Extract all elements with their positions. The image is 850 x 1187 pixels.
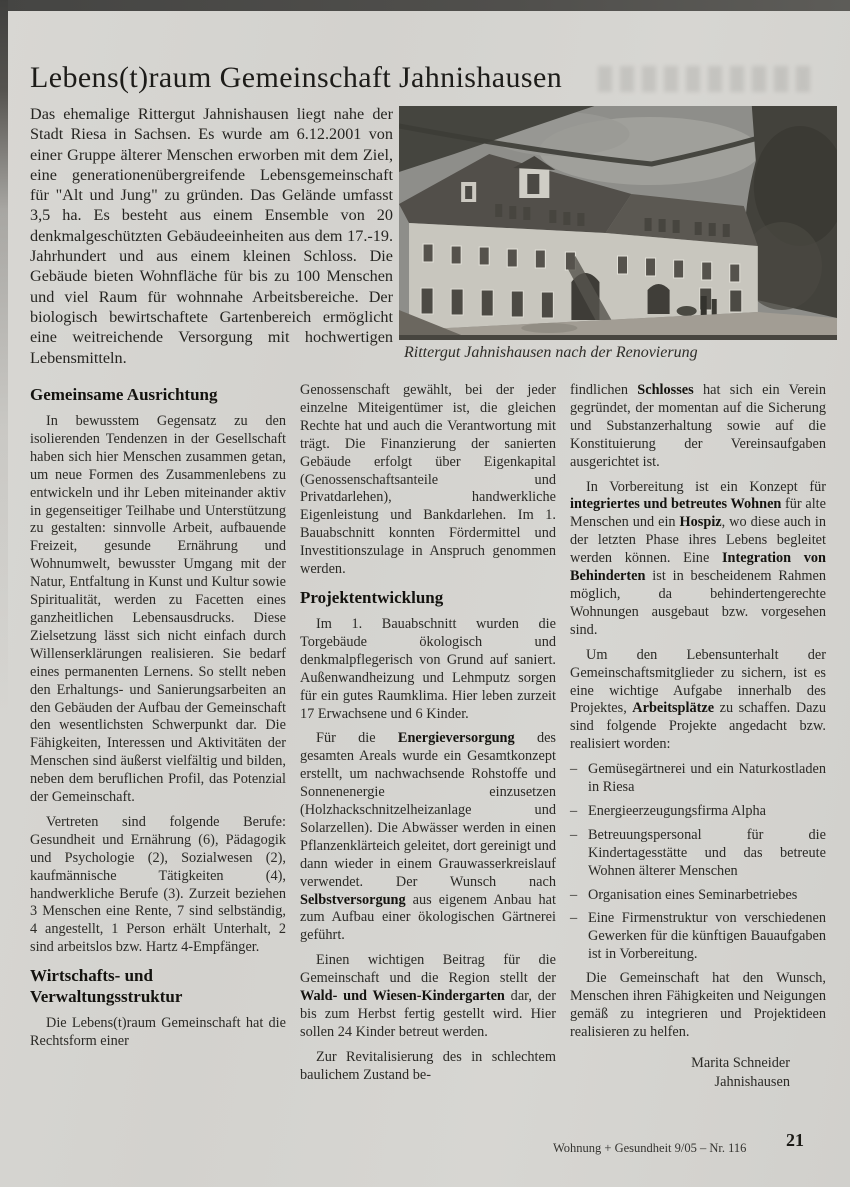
list-item-text: Organisation eines Seminarbetriebes [588, 886, 798, 903]
author-signature [570, 1054, 826, 1092]
photo-caption: Rittergut Jahnishausen nach der Renovierung [404, 344, 698, 361]
list-item [570, 887, 826, 905]
bullet-dash: – [570, 826, 578, 843]
column-1 [30, 382, 286, 1092]
paragraph: Genossenschaft gewählt, bei der jeder einzelne Miteigentümer ist, die gleichen Rechte hat und auch die Verantwortung mit trägt. Die Finanzierung der sanierten Gebäude erfolgt über Eigenkapital (Genossenschaftsanteile und Privatdarlehen), handwerkliche Eigenleistung und Bankdarlehen. Im 1. Bauabschnitt konnten Fördermittel und Investitionszulage in Anspruch genommen werden. [300, 382, 556, 578]
section-heading-projektentwicklung: Projektentwicklung [300, 587, 444, 607]
paragraph: Vertreten sind folgende Berufe: Gesundheit und Ernährung (6), Pädagogik und Psychologie (2), Sozialwesen (2), kaufmännische Tätigkeiten (4), handwerkliche Berufe (3). Zurzeit beziehen 3 Menschen eine Rente, 7 sind selbständig, 4 angestellt, 1 Person erhält Unterhalt, 2 sind arbeitslos bzw. Hartz 4-Empfänger. [30, 813, 286, 956]
bullet-dash: – [570, 910, 578, 927]
section-heading-gemeinsame-ausrichtung: Gemeinsame Ausrichtung [30, 385, 218, 404]
paragraph: In Vorbereitung ist ein Konzept für integriertes und betreutes Wohnen für alte Menschen und ein Hospiz, wo diese auch in der letzten Phase ihres Lebens begleitet werden können. Eine Integration von Behinderten ist in bescheidenem Rahmen möglich, da behindertengerechte Wohnungen ausgebaut bzw. vorgesehen sind. [570, 478, 826, 638]
footer-page-number: 21 [786, 1130, 804, 1150]
paragraph: Die Lebens(t)raum Gemeinschaft hat die Rechtsform einer [30, 1015, 286, 1050]
intro-paragraph: Das ehemalige Rittergut Jahnishausen liegt nahe der Stadt Riesa in Sachsen. Es wurde am 6.12.2001 von einer Gruppe älterer Menschen erworben mit dem Ziel, eine generationenübergreifende Lebensgemeinschaft für "Alt und Jung" zu gründen. Das Gelände umfasst 3,5 ha. Es besteht aus einem Ensemble von 20 denkmalgeschützten Gebäudeeinheiten aus dem 17.-19. Jahrhundert und aus einem kleinen Schloss. Die Gebäude bieten Wohnfläche für bis zu 100 Menschen und viel Raum für wohnnahe Arbeitsbereiche. Der biologisch bewirtschaftete Gartenbereich ermöglicht eine weitreichende Versorgung mit hochwertigen Lebensmitteln. [30, 105, 393, 367]
paragraph: Einen wichtigen Beitrag für die Gemeinschaft und die Region stellt der Wald- und Wiesen-Kindergarten dar, der bis zum Herbst fertig gestellt wird. Hier sollen 24 Kinder betreut werden. [300, 952, 556, 1040]
paragraph: In bewusstem Gegensatz zu den isolierenden Tendenzen in der Gesellschaft haben sich hier Menschen zusammen getan, um neue Formen des Zusammenlebens zu entwickeln und ihr Leben miteinander aktiv in gegenseitiger Teilhabe und Unterstützung zu gestalten: sinnvolle Arbeit, aufbauende Freizeit, gesunde Ernährung und Wohnumwelt, bewusster Umgang mit der Natur, Entfaltung in Kunst und Kultur sowie Spiritualität, werden zu Facetten eines ganzheitlichen Lebensausdrucks. Diese Zielsetzung lässt sich nicht einfach durch Willenserklärungen realisieren. Sie bedarf eines permanenten Lernens. So stellt neben den Erhaltungs- und Sanierungsarbeiten an den Gebäuden der Aufbau der Gemeinschaft den wesentlichsten Schwerpunkt dar. Die Fähigkeiten, Interessen und Aktivitäten der Menschen sind äußerst vielfältig und bilden, neben dem beruflichen Profil, das Potenzial der Gemeinschaft. [30, 413, 286, 806]
scan-edge-left [0, 0, 8, 1187]
paragraph: Im 1. Bauabschnitt wurden die Torgebäude ökologisch und denkmalpflegerisch von Grund auf saniert. Außenwandheizung und Lehmputz sorgen für ein gutes Raumklima. Hier leben zurzeit 17 Erwachsene und 6 Kinder. [300, 615, 556, 722]
column-2 [300, 382, 556, 1092]
list-item [570, 827, 826, 881]
section-heading-wirtschafts-verwaltungsstruktur: Wirtschafts- und Verwaltungsstruktur [30, 966, 183, 1007]
list-item [570, 803, 826, 821]
author-place: Jahnishausen [714, 1073, 790, 1090]
list-item [570, 910, 826, 964]
article-columns [30, 382, 826, 1092]
list-item-text: Eine Firmenstruktur von verschiedenen Gewerken für die künftigen Bauaufgaben ist in Vorbereitung. [588, 910, 826, 963]
paragraph: Zur Revitalisierung des in schlechtem baulichem Zustand be- [300, 1048, 556, 1083]
list-item [570, 761, 826, 797]
paragraph: Um den Lebensunterhalt der Gemeinschaftsmitglieder zu sichern, ist es eine wichtige Aufgabe innerhalb des Projektes, Arbeitsplätze zu schaffen. Dazu sind folgende Projekte angedacht bzw. realisiert worden: [570, 646, 826, 753]
author-name: Marita Schneider [691, 1054, 790, 1071]
list-item-text: Betreuungspersonal für die Kindertagesstätte und das betreute Wohnen älterer Menschen [588, 826, 826, 879]
paragraph: findlichen Schlosses hat sich ein Verein gegründet, der momentan auf die Sicherung und Substanzerhaltung sowie auf die Konstituierung der Vereinsaufgaben ausgerichtet ist. [570, 382, 826, 470]
bullet-dash: – [570, 886, 578, 903]
photo-rittergut [399, 106, 837, 340]
scan-edge-top [0, 0, 850, 11]
photo-illustration [399, 106, 837, 335]
paragraph: Die Gemeinschaft hat den Wunsch, Menschen ihren Fähigkeiten und Neigungen gemäß zu integrieren und Projektideen realisieren zu helfen. [570, 970, 826, 1040]
paragraph: Für die Energieversorgung des gesamten Areals wurde ein Gesamtkonzept erstellt, um nachwachsende Rohstoffe und Sonnenenergie einzusetzen (Holzhackschnitzelheizanlage und Solarzellen). Die Abwässer werden in einen Pflanzenklärteich geleitet, dort gereinigt und dann wieder in einem Grauwasserkreislauf verwendet. Der Wunsch nach Selbstversorgung aus eigenem Anbau hat zum Aufbau einer ökologischen Gärtnerei geführt. [300, 730, 556, 944]
list-item-text: Energieerzeugungsfirma Alpha [588, 802, 766, 819]
footer-journal-line: Wohnung + Gesundheit 9/05 – Nr. 116 [553, 1141, 747, 1155]
column-3 [570, 382, 826, 1092]
bullet-dash: – [570, 802, 578, 819]
list-item-text: Gemüsegärtnerei und ein Naturkostladen in Riesa [588, 761, 826, 796]
page-title: Lebens(t)raum Gemeinschaft Jahnishausen [30, 61, 563, 94]
bullet-dash: – [570, 761, 578, 778]
